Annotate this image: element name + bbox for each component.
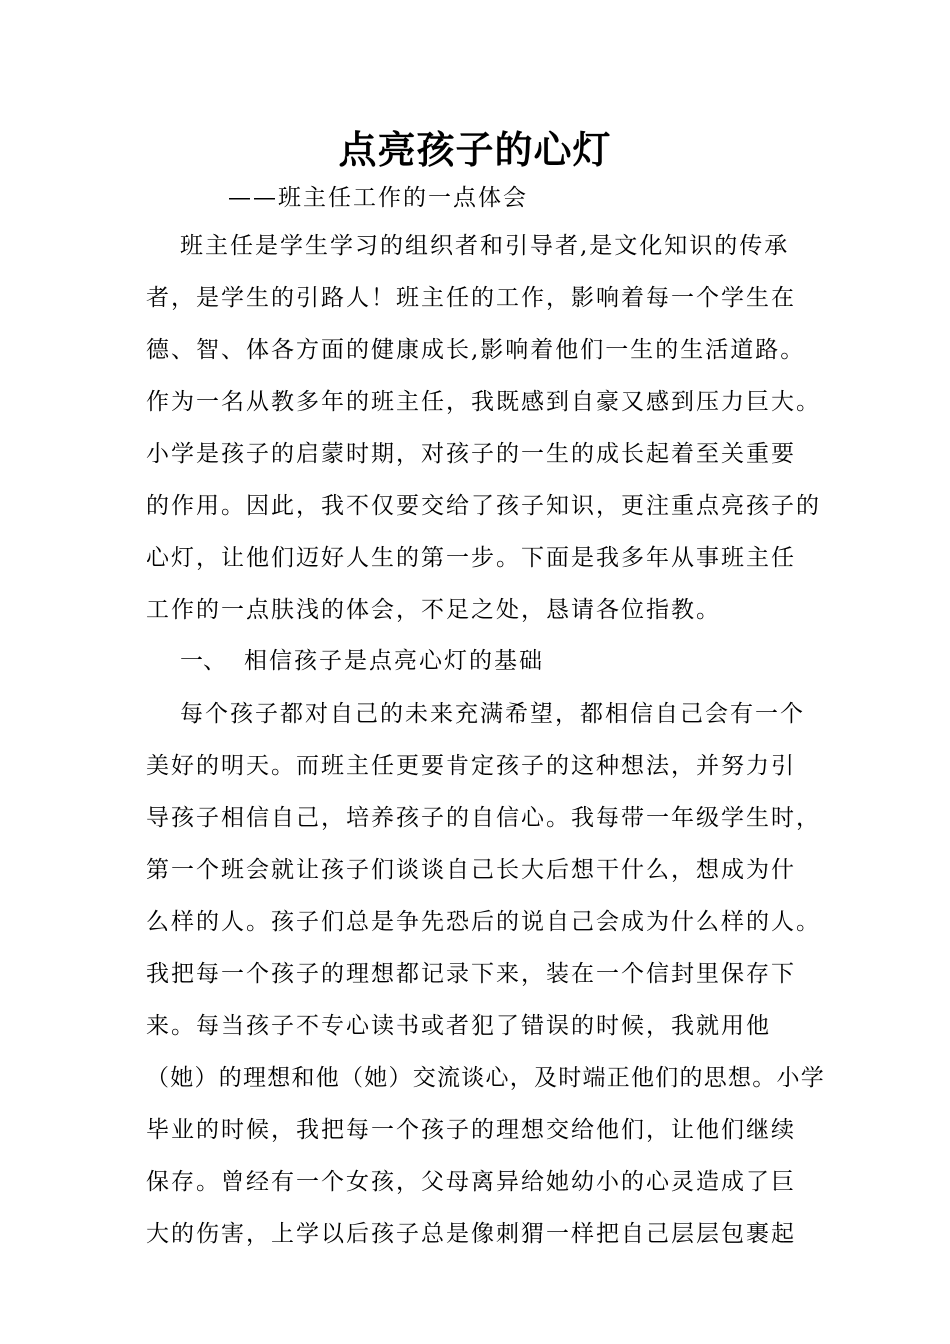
paragraph-line: 第一个班会就让孩子们谈谈自己长大后想干什么，想成为什 bbox=[146, 857, 796, 883]
paragraph-line: 美好的明天。而班主任更要肯定孩子的这种想法，并努力引 bbox=[146, 753, 796, 779]
paragraph-line: 每个孩子都对自己的未来充满希望，都相信自己会有一个 bbox=[180, 701, 805, 727]
paragraph-line: 么样的人。孩子们总是争先恐后的说自己会成为什么样的人。 bbox=[146, 909, 821, 935]
paragraph-line: 导孩子相信自己，培养孩子的自信心。我每带一年级学生时， bbox=[146, 805, 821, 831]
paragraph-line: 来。每当孩子不专心读书或者犯了错误的时候，我就用他 bbox=[146, 1013, 771, 1039]
section-number: 一、 bbox=[180, 648, 226, 674]
paragraph-line: 毕业的时候，我把每一个孩子的理想交给他们，让他们继续 bbox=[146, 1117, 796, 1143]
paragraph-line: 的作用。因此，我不仅要交给了孩子知识，更注重点亮孩子的 bbox=[146, 493, 821, 519]
paragraph-line: 心灯，让他们迈好人生的第一步。下面是我多年从事班主任 bbox=[146, 545, 796, 571]
paragraph-line: 大的伤害，上学以后孩子总是像刺猬一样把自己层层包裹起 bbox=[146, 1221, 796, 1247]
document-title: 点亮孩子的心灯 bbox=[338, 128, 612, 172]
paragraph-line: 班主任是学生学习的组织者和引导者,是文化知识的传承 bbox=[180, 233, 790, 259]
paragraph-line: 工作的一点肤浅的体会，不足之处，恳请各位指教。 bbox=[146, 597, 721, 623]
paragraph-line: 德、智、体各方面的健康成长,影响着他们一生的生活道路。 bbox=[146, 337, 806, 363]
paragraph-line: 保存。曾经有一个女孩，父母离异给她幼小的心灵造成了巨 bbox=[146, 1169, 796, 1195]
section-heading: 相信孩子是点亮心灯的基础 bbox=[244, 648, 544, 674]
paragraph-line: 我把每一个孩子的理想都记录下来，装在一个信封里保存下 bbox=[146, 961, 796, 987]
paragraph-line: 小学是孩子的启蒙时期，对孩子的一生的成长起着至关重要 bbox=[146, 441, 796, 467]
document-subtitle: ——班主任工作的一点体会 bbox=[228, 185, 528, 211]
paragraph-line: 作为一名从教多年的班主任，我既感到自豪又感到压力巨大。 bbox=[146, 389, 821, 415]
paragraph-line: （她）的理想和他（她）交流谈心，及时端正他们的思想。小学 bbox=[146, 1065, 825, 1091]
paragraph-line: 者，是学生的引路人！班主任的工作，影响着每一个学生在 bbox=[146, 285, 796, 311]
